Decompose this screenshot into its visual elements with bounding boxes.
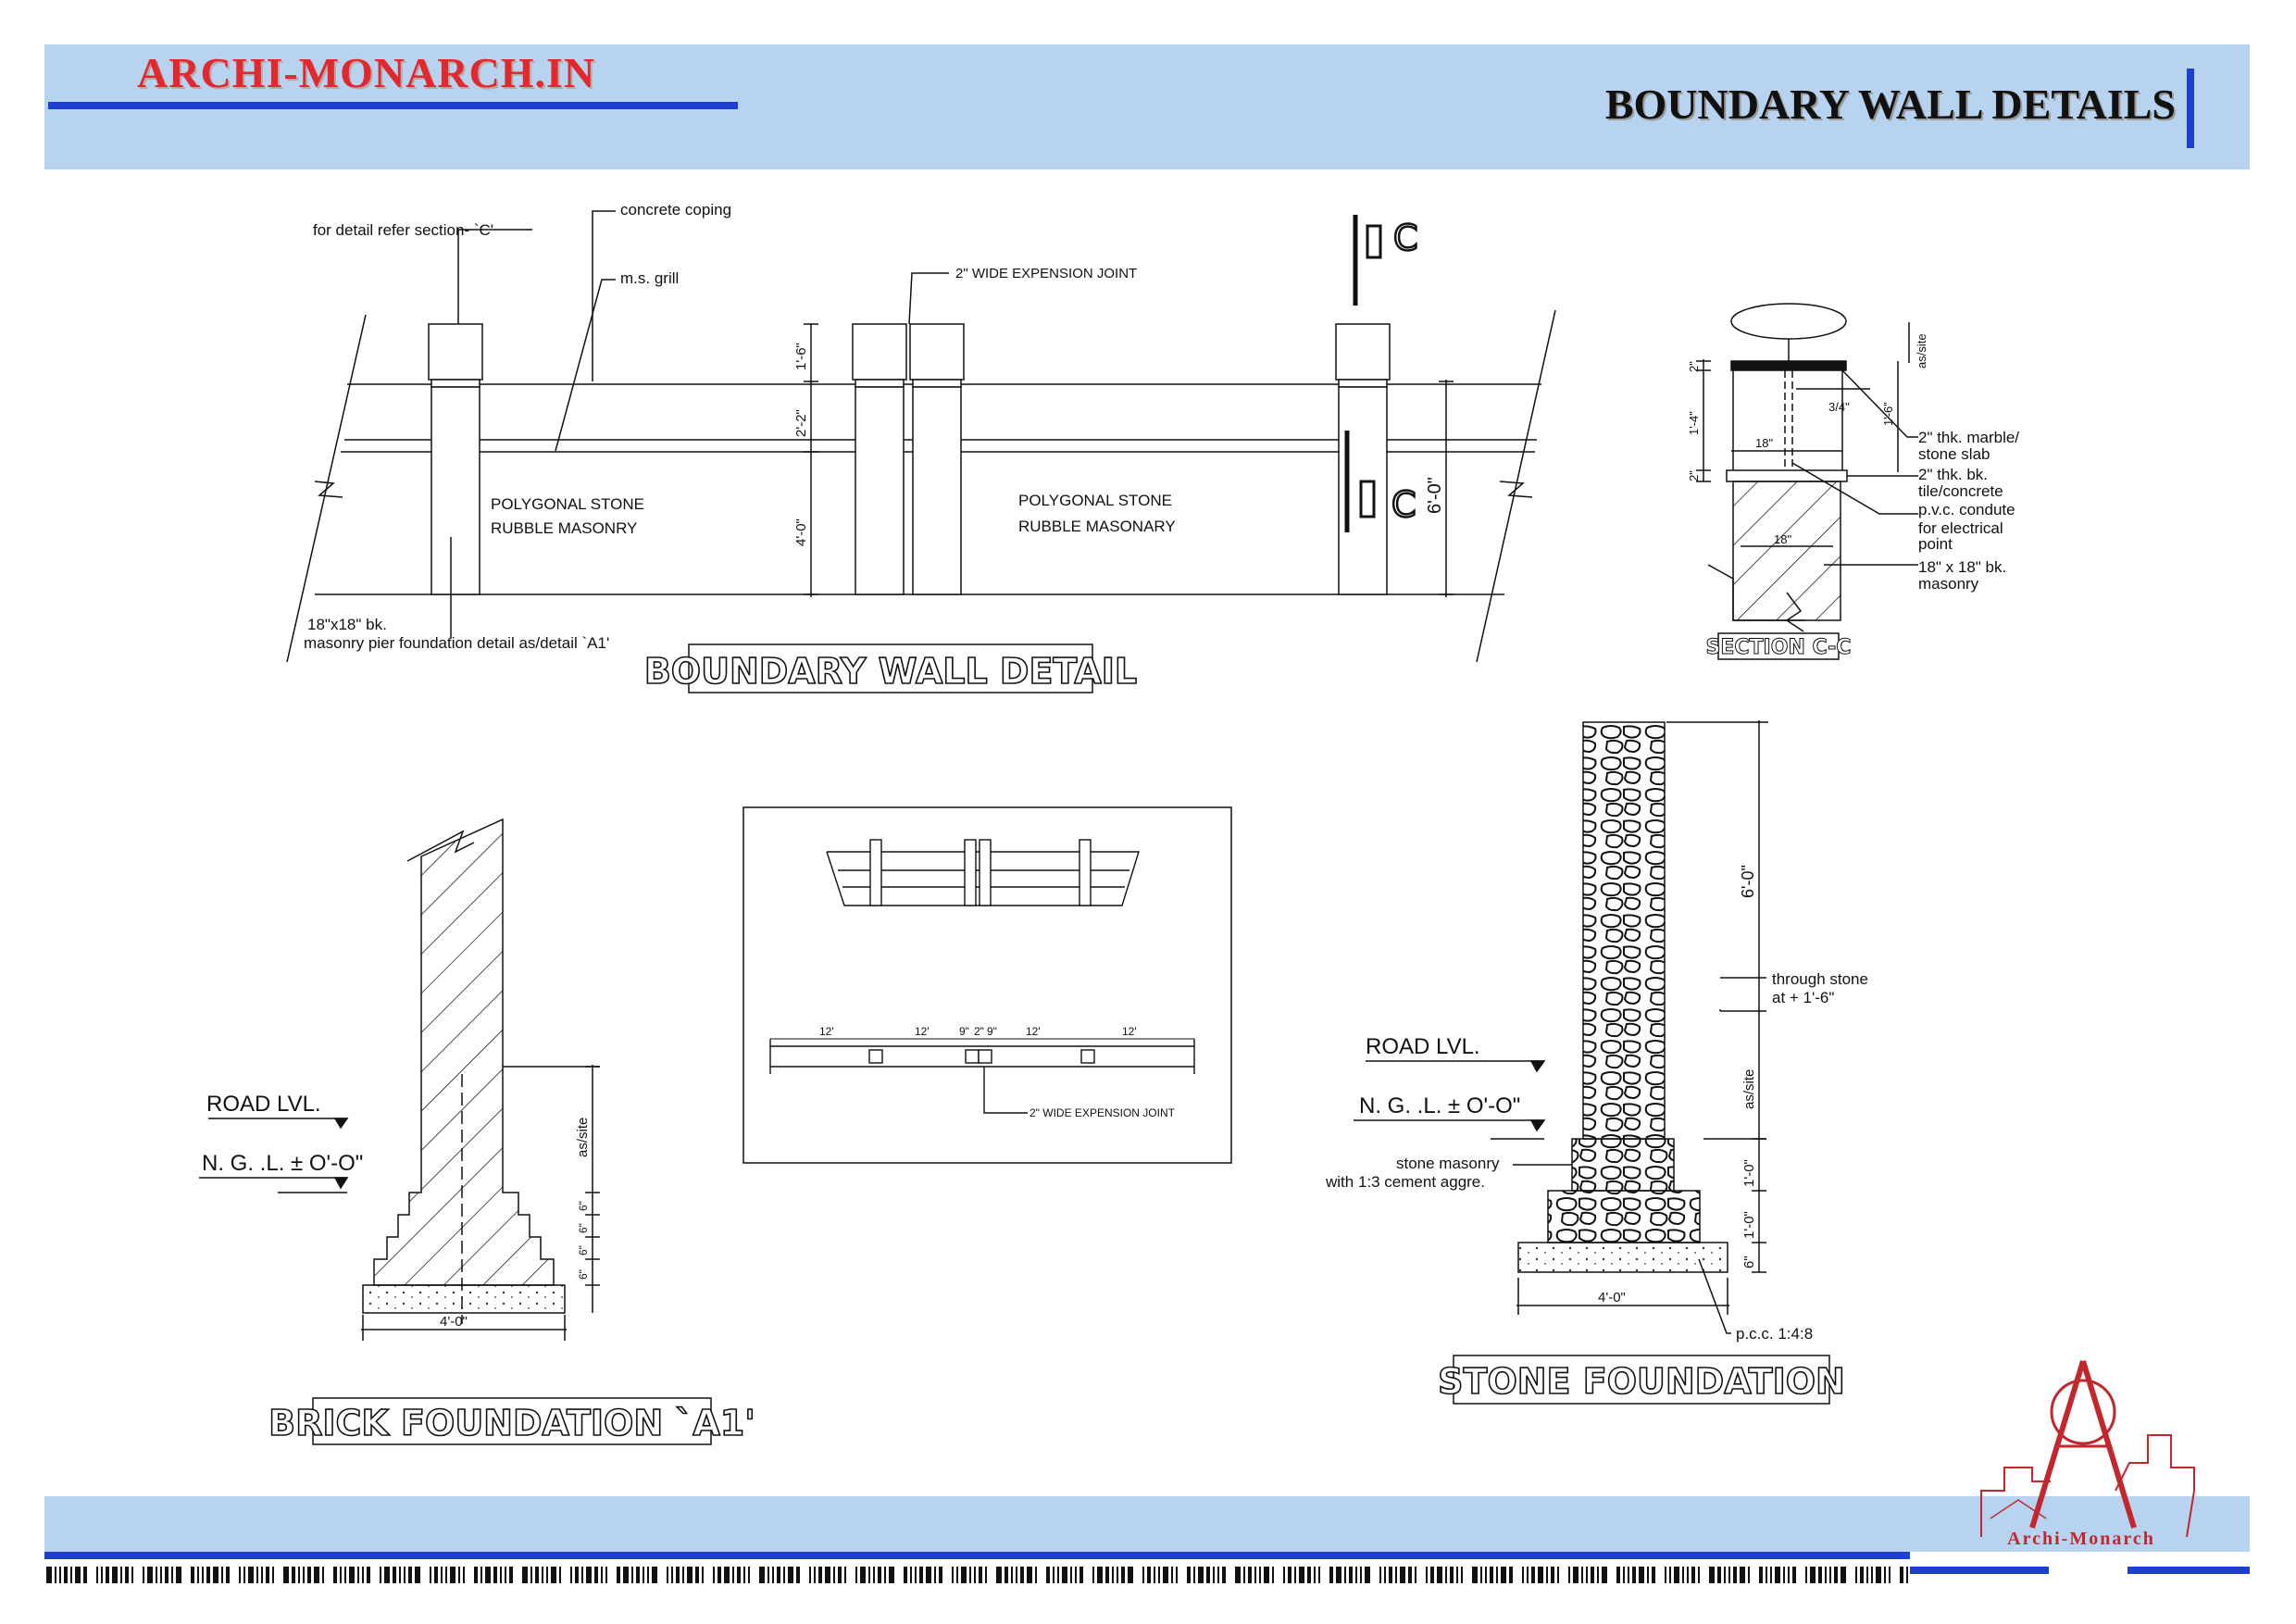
- stone-masonry-2: with 1:3 cement aggre.: [1326, 1173, 1485, 1191]
- dim-cc-18a: 18": [1755, 436, 1774, 450]
- elevation-title: BOUNDARY WALL DETAIL: [643, 651, 1138, 692]
- plan-joint-label: 2" WIDE EXPENSION JOINT: [1029, 1106, 1175, 1119]
- footer-barcode: [46, 1567, 1908, 1583]
- elevation-drawing: [287, 211, 1555, 662]
- brick-dim-site: as/site: [575, 1117, 591, 1157]
- label-refer-section: for detail refer section- `C': [313, 221, 494, 239]
- title-rule: [2187, 69, 2194, 148]
- stone-title: STONE FOUNDATION: [1438, 1361, 1845, 1402]
- note-masonry-1: 18" x 18" bk.: [1918, 558, 2007, 576]
- brick-road-level: ROAD LVL.: [206, 1092, 321, 1117]
- label-ms-grill: m.s. grill: [620, 269, 680, 287]
- note-pvc-3: point: [1918, 535, 1953, 553]
- stone-pcc: p.c.c. 1:4:8: [1736, 1325, 1814, 1343]
- stone-through-1: through stone: [1772, 970, 1868, 988]
- note-tile-2: tile/concrete: [1918, 482, 2003, 500]
- label-expansion-joint: 2" WIDE EXPENSION JOINT: [955, 266, 1138, 281]
- brick-dim-6a: 6": [577, 1201, 590, 1211]
- page-title: BOUNDARY WALL DETAILS: [1604, 81, 2176, 128]
- label-concrete-coping: concrete coping: [620, 201, 732, 219]
- note-tile-1: 2" thk. bk.: [1918, 466, 1989, 483]
- section-mark-top: C: [1393, 218, 1418, 258]
- stone-dim-width: 4'-0": [1598, 1290, 1626, 1305]
- logo-rule-right: [2128, 1567, 2250, 1574]
- dim-total: 6'-0": [1425, 477, 1445, 514]
- brand-name[interactable]: ARCHI-MONARCH.IN: [137, 49, 596, 96]
- note-pvc-2: for electrical: [1918, 519, 2003, 537]
- plan-dim-5: 9": [987, 1025, 997, 1038]
- note-masonry-2: masonry: [1918, 575, 1979, 593]
- stone-dim-1ft-b: 1'-0": [1741, 1211, 1757, 1239]
- note-slab-1: 2" thk. marble/: [1918, 429, 2020, 446]
- plan-dim-4: 2": [974, 1025, 984, 1038]
- dim-cc-2a: 2": [1687, 361, 1701, 372]
- dim-cc-18b: 18": [1774, 532, 1792, 546]
- footer-rule: [44, 1552, 1910, 1559]
- label-pier-1: 18"x18" bk.: [307, 616, 387, 633]
- stone-road-level: ROAD LVL.: [1366, 1034, 1480, 1059]
- dim-upper: 2'-2": [793, 409, 809, 437]
- section-cc-drawing: [1696, 304, 1918, 631]
- header-rule: [48, 102, 738, 109]
- brick-ngl: N. G. .L. ± O'-O": [202, 1151, 364, 1176]
- brick-dim-6b: 6": [577, 1223, 590, 1233]
- dim-cc-2b: 2": [1687, 470, 1701, 481]
- stone-dim-6in: 6": [1741, 1255, 1757, 1268]
- label-masonry-1a: POLYGONAL STONE: [491, 495, 644, 513]
- dim-cc-3-4: 3/4": [1828, 400, 1850, 414]
- stone-through-2: at + 1'-6": [1772, 989, 1835, 1006]
- label-masonry-1b: RUBBLE MASONRY: [491, 519, 638, 537]
- plan-dim-7: 12': [1122, 1025, 1137, 1038]
- stone-dim-6ft: 6'-0": [1739, 865, 1757, 898]
- dim-cc-1-4: 1'-4": [1687, 411, 1701, 435]
- archi-monarch-logo: [1981, 1361, 2194, 1537]
- note-pvc-1: p.v.c. condute: [1918, 501, 2015, 518]
- plan-dim-1: 12': [819, 1025, 834, 1038]
- brick-dim-6c: 6": [577, 1245, 590, 1255]
- label-pier-2: masonry pier foundation detail as/detail `A1': [304, 634, 610, 652]
- stone-ngl: N. G. .L. ± O'-O": [1359, 1093, 1521, 1118]
- brick-dim-width: 4'-0": [440, 1314, 468, 1330]
- section-mark-bottom: C: [1391, 484, 1416, 525]
- stone-masonry-1: stone masonry: [1396, 1155, 1500, 1172]
- label-masonry-2b: RUBBLE MASONARY: [1018, 518, 1176, 535]
- plan-dim-6: 12': [1026, 1025, 1041, 1038]
- brick-foundation-drawing: [199, 819, 600, 1341]
- logo-text: Archi-Monarch: [2007, 1529, 2155, 1549]
- dim-cc-1-6: 1'-6": [1881, 402, 1895, 426]
- dim-lower: 4'-0": [793, 518, 809, 546]
- dim-pier: 1'-6": [793, 343, 809, 370]
- stone-foundation-drawing: [1354, 720, 1768, 1333]
- stone-dim-1ft-a: 1'-0": [1741, 1159, 1757, 1187]
- plan-dim-2: 12': [915, 1025, 930, 1038]
- label-masonry-2a: POLYGONAL STONE: [1018, 492, 1172, 509]
- brick-dim-6d: 6": [577, 1269, 590, 1280]
- brick-title: BRICK FOUNDATION `A1': [268, 1403, 755, 1443]
- section-cc-title: SECTION C-C: [1705, 636, 1852, 659]
- logo-rule-left: [1910, 1567, 2049, 1574]
- stone-dim-site: as/site: [1741, 1068, 1757, 1109]
- note-slab-2: stone slab: [1918, 445, 1990, 463]
- plan-dim-3: 9": [959, 1025, 969, 1038]
- dim-cc-site: as/site: [1915, 333, 1928, 369]
